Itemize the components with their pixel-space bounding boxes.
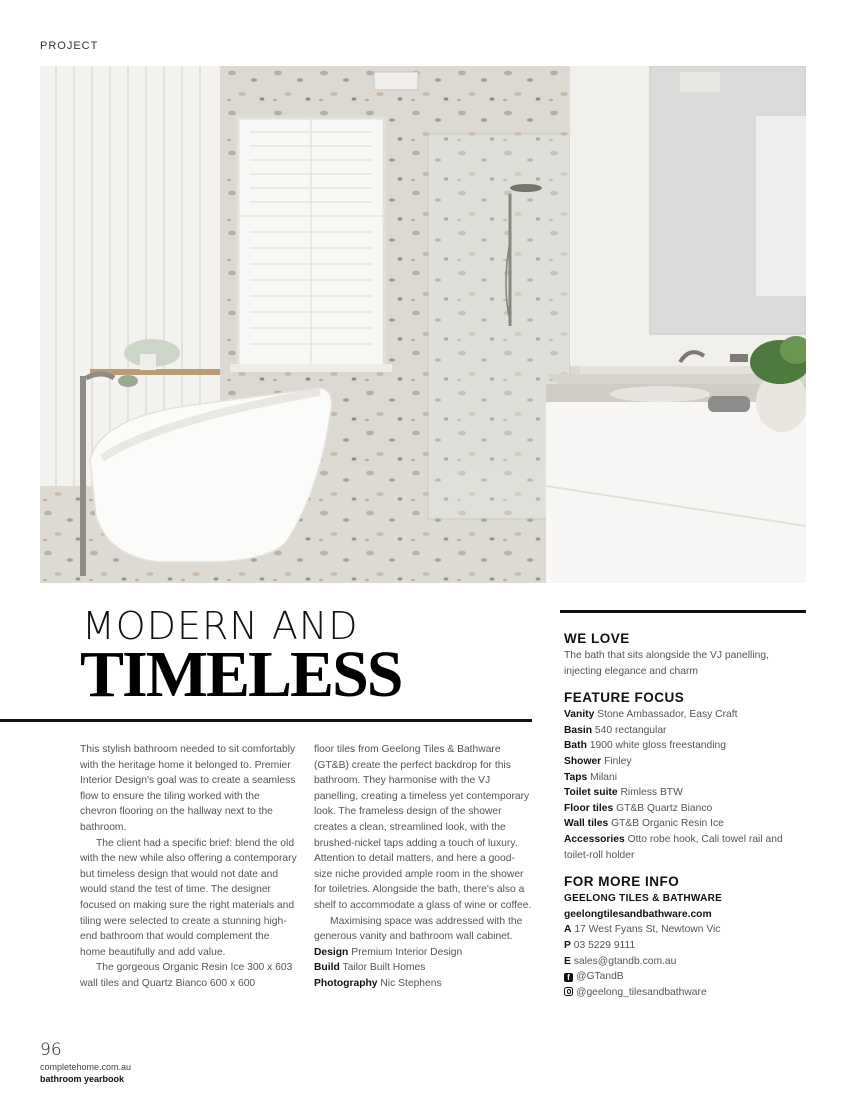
company-website-link[interactable]: geelongtilesandbathware.com	[564, 908, 712, 920]
feature-focus-heading: FEATURE FOCUS	[564, 690, 685, 706]
facebook-line	[564, 969, 806, 985]
footer-site: completehome.com.au	[40, 1062, 132, 1072]
body-paragraph: The gorgeous Organic Resin Ice 300 x 603 wall tiles and Quartz Bianco 600 x 600	[80, 962, 293, 989]
spec-wall-tiles	[564, 816, 806, 832]
credit-label: Photography	[314, 977, 378, 989]
phone-value: 03 5229 9111	[573, 939, 636, 951]
body-paragraph: This stylish bathroom needed to sit comfortably with the heritage home it belonged to. Premier Interior Design's goal was to create a seamless flow to ensure the tiling worked with the chevron flooring on the hallway next to the bathroom.	[80, 744, 296, 833]
spec-value: 540 rectangular	[594, 724, 667, 736]
instagram-handle[interactable]: @geelong_tilesandbathware	[576, 986, 707, 998]
spec-value: Rimless BTW	[620, 787, 683, 799]
we-love-heading: WE LOVE	[564, 631, 630, 646]
spec-bath	[564, 738, 806, 754]
section-label: PROJECT	[40, 40, 99, 52]
sidebar	[564, 630, 806, 1010]
credit-photography	[314, 976, 532, 992]
body-paragraph: The client had a specific brief: blend the old with the new while also offering a contemporary but timeless design that would not date and would stand the test of time. The designer focused on making sure the right materials and tiling were selected to create a stunning high-end bathroom that would complement the home beautifully and add value.	[80, 837, 297, 958]
spec-accessories	[564, 832, 806, 863]
instagram-icon	[564, 987, 573, 996]
credit-label: Build	[314, 962, 340, 974]
credit-value: Tailor Built Homes	[342, 962, 426, 974]
spec-basin	[564, 723, 806, 739]
credit-label: Design	[314, 946, 349, 958]
credit-value: Premium Interior Design	[351, 946, 463, 958]
spec-taps	[564, 770, 806, 786]
we-love-text: The bath that sits alongside the VJ panelling, injecting elegance and charm	[564, 650, 769, 677]
spec-vanity	[564, 707, 806, 723]
spec-value: Finley	[604, 755, 632, 767]
headline-line-2: TIMELESS	[80, 638, 402, 711]
spec-value: GT&B Organic Resin Ice	[611, 818, 724, 830]
spec-value: Stone Ambassador, Easy Craft	[597, 709, 738, 721]
address-line	[564, 922, 806, 938]
feature-focus-block	[564, 689, 806, 863]
page-number: 96	[40, 1040, 62, 1060]
instagram-line	[564, 985, 806, 1001]
email-line	[564, 954, 806, 970]
spec-label: Floor tiles	[564, 802, 614, 814]
footer-publication: bathroom yearbook	[40, 1074, 125, 1084]
body-column-1	[80, 742, 298, 992]
spec-label: Wall tiles	[564, 818, 609, 830]
more-info-heading: FOR MORE INFO	[564, 874, 680, 890]
spec-floor-tiles	[564, 801, 806, 817]
spec-value: GT&B Quartz Bianco	[616, 802, 713, 814]
headline-rule	[0, 719, 532, 722]
spec-shower	[564, 754, 806, 770]
spec-label: Taps	[564, 771, 588, 783]
sidebar-rule	[560, 610, 806, 613]
credit-design	[314, 945, 532, 961]
more-info-block	[564, 873, 806, 1000]
spec-label: Shower	[564, 755, 602, 767]
phone-label: P	[564, 939, 571, 951]
address-label: A	[564, 924, 572, 936]
body-column-2	[314, 742, 532, 992]
spec-value: 1900 white gloss freestanding	[589, 740, 727, 752]
credit-build	[314, 960, 532, 976]
spec-label: Accessories	[564, 833, 625, 845]
we-love-block	[564, 630, 806, 679]
spec-label: Bath	[564, 740, 587, 752]
spec-value: Otto robe hook, Cali towel rail and toilet-roll holder	[564, 833, 783, 861]
email-label: E	[564, 955, 571, 967]
phone-line	[564, 938, 806, 954]
address-value: 17 West Fyans St, Newtown Vic	[574, 924, 721, 936]
spec-label: Basin	[564, 724, 593, 736]
facebook-handle[interactable]: @GTandB	[576, 971, 624, 983]
email-link[interactable]: sales@gtandb.com.au	[573, 955, 677, 967]
body-paragraph: floor tiles from Geelong Tiles & Bathware (GT&B) create the perfect backdrop for this bathroom. They harmonise with the VJ panelling, creating a timeless yet contemporary look. The frameless design of the shower creates a clean, streamlined look, with the brushed-nickel taps adding a touch of luxury. Attention to detail matters, and here a good-size niche provided ample room in the shower for toiletries. Alongside the bath, there's also a shelf to accommodate a glass of wine or coffee.	[314, 744, 532, 911]
spec-label: Vanity	[564, 709, 595, 721]
facebook-icon: f	[564, 973, 573, 982]
spec-toilet-suite	[564, 785, 806, 801]
spec-label: Toilet suite	[564, 787, 618, 799]
spec-value: Milani	[590, 771, 618, 783]
credit-value: Nic Stephens	[380, 977, 442, 989]
headline-line-1: MODERN AND	[82, 604, 359, 648]
body-paragraph: Maximising space was addressed with the generous vanity and bathroom wall cabinet.	[314, 915, 523, 943]
company-name: GEELONG TILES & BATHWARE	[564, 893, 723, 905]
bathroom-photo	[40, 66, 806, 583]
